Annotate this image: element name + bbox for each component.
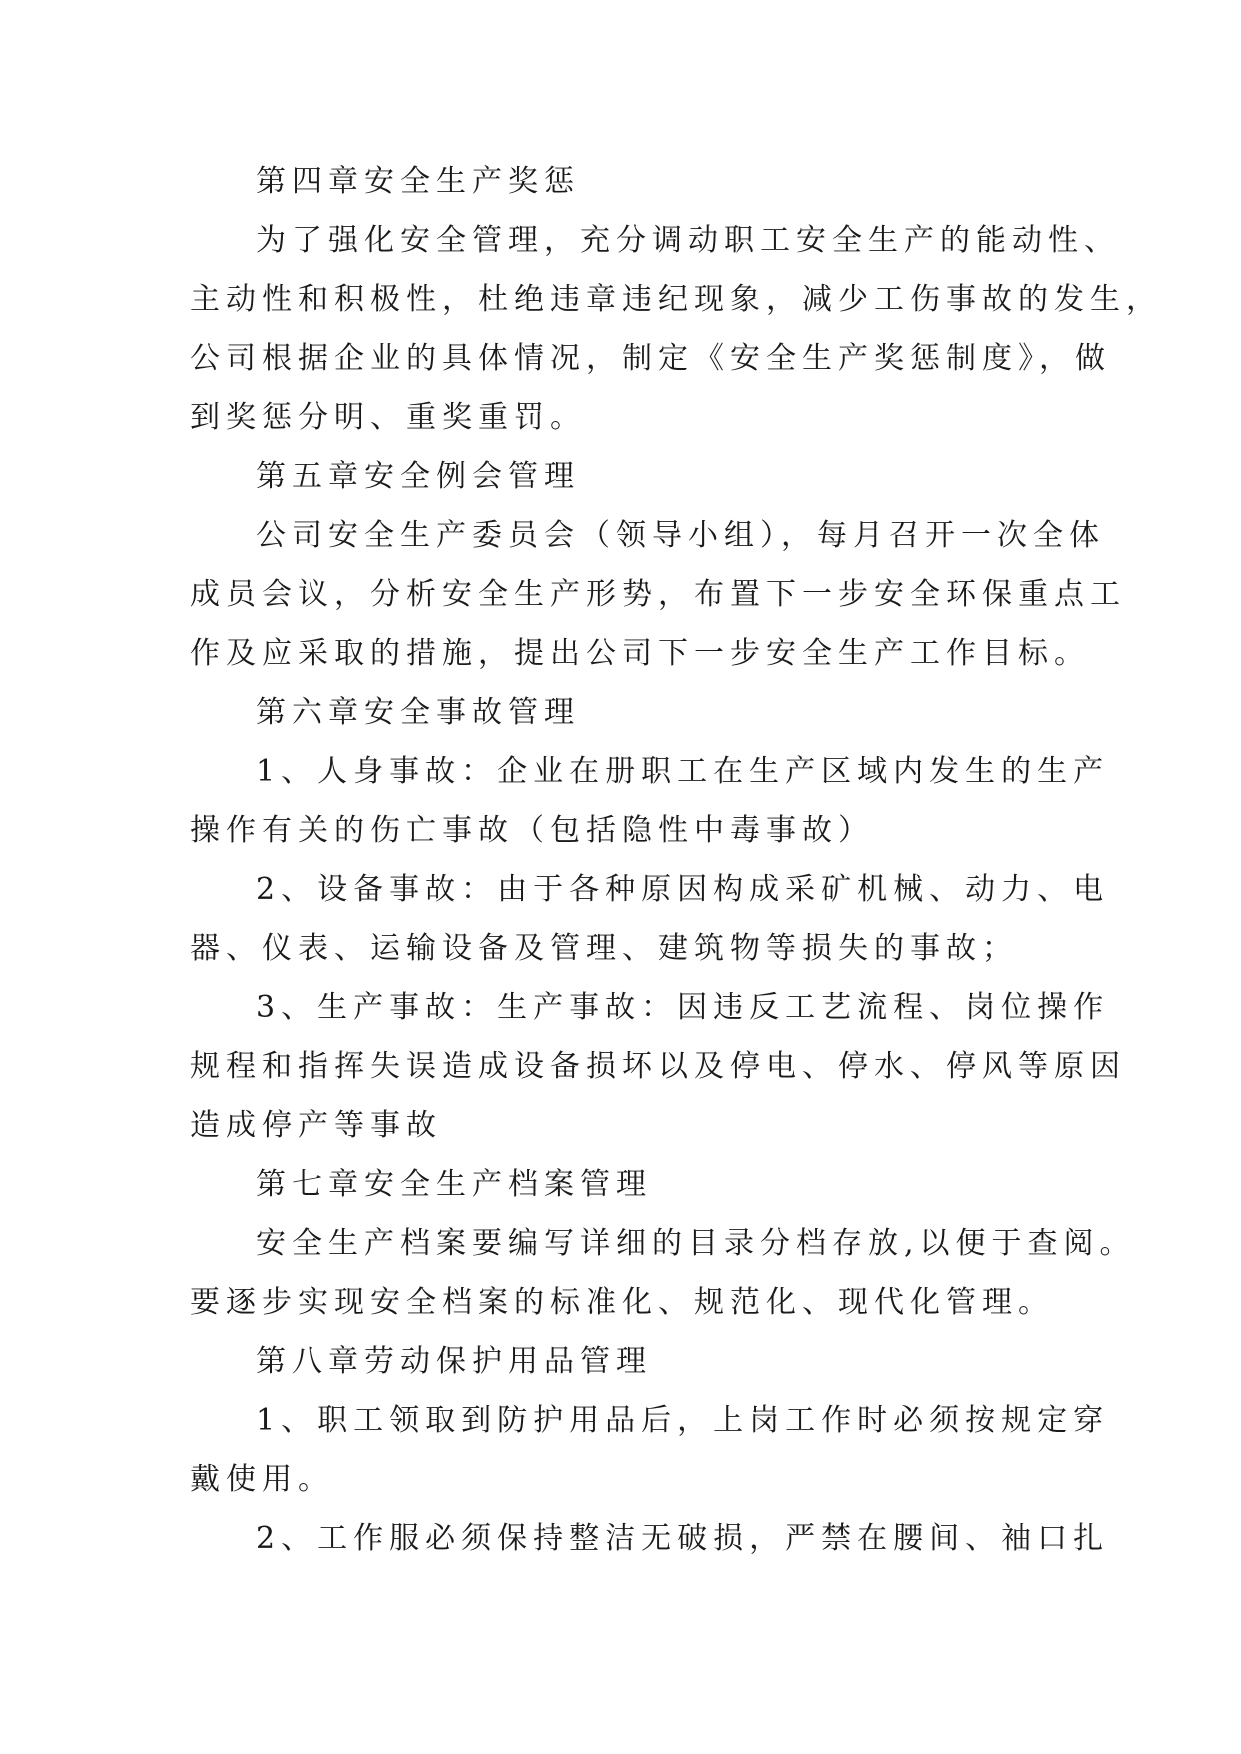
list-item-line: 器、仪表、运输设备及管理、建筑物等损失的事故； (190, 931, 1018, 966)
list-item-line: 1、职工领取到防护用品后，上岗工作时必须按规定穿 (256, 1403, 1110, 1438)
chapter-5-heading: 第五章安全例会管理 (256, 459, 580, 494)
paragraph-line: 到奖惩分明、重奖重罚。 (190, 400, 586, 435)
list-item-line: 操作有关的伤亡事故（包括隐性中毒事故） (190, 813, 874, 848)
chapter-4-heading: 第四章安全生产奖惩 (256, 164, 580, 199)
list-item-line: 2、设备事故：由于各种原因构成采矿机械、动力、电 (256, 872, 1110, 907)
paragraph-line: 公司根据企业的具体情况，制定《安全生产奖惩制度》，做 (190, 341, 1111, 376)
list-item-line: 造成停产等事故 (190, 1108, 442, 1143)
chapter-8-heading: 第八章劳动保护用品管理 (256, 1344, 652, 1379)
list-item-line: 规程和指挥失误造成设备损坏以及停电、停水、停风等原因 (190, 1049, 1126, 1084)
list-item-line: 戴使用。 (190, 1462, 334, 1497)
paragraph-line: 公司安全生产委员会（领导小组），每月召开一次全体 (256, 518, 1105, 553)
paragraph-line: 主动性和积极性，杜绝违章违纪现象，减少工伤事故的发生， (190, 282, 1162, 317)
chapter-7-heading: 第七章安全生产档案管理 (256, 1167, 652, 1202)
list-item-line: 1、人身事故：企业在册职工在生产区域内发生的生产 (256, 754, 1110, 789)
document-body (190, 152, 1162, 1568)
paragraph-line: 要逐步实现安全档案的标准化、规范化、现代化管理。 (190, 1285, 1054, 1320)
paragraph-line: 为了强化安全管理，充分调动职工安全生产的能动性、 (256, 223, 1120, 258)
paragraph-line: 作及应采取的措施，提出公司下一步安全生产工作目标。 (190, 636, 1090, 671)
paragraph-line: 成员会议，分析安全生产形势，布置下一步安全环保重点工 (190, 577, 1126, 612)
chapter-6-heading: 第六章安全事故管理 (256, 695, 580, 730)
paragraph-line: 安全生产档案要编写详细的目录分档存放,以便于查阅。 (256, 1226, 1136, 1261)
list-item-line: 2、工作服必须保持整洁无破损，严禁在腰间、袖口扎 (256, 1521, 1110, 1556)
list-item-line: 3、生产事故：生产事故：因违反工艺流程、岗位操作 (256, 990, 1110, 1025)
